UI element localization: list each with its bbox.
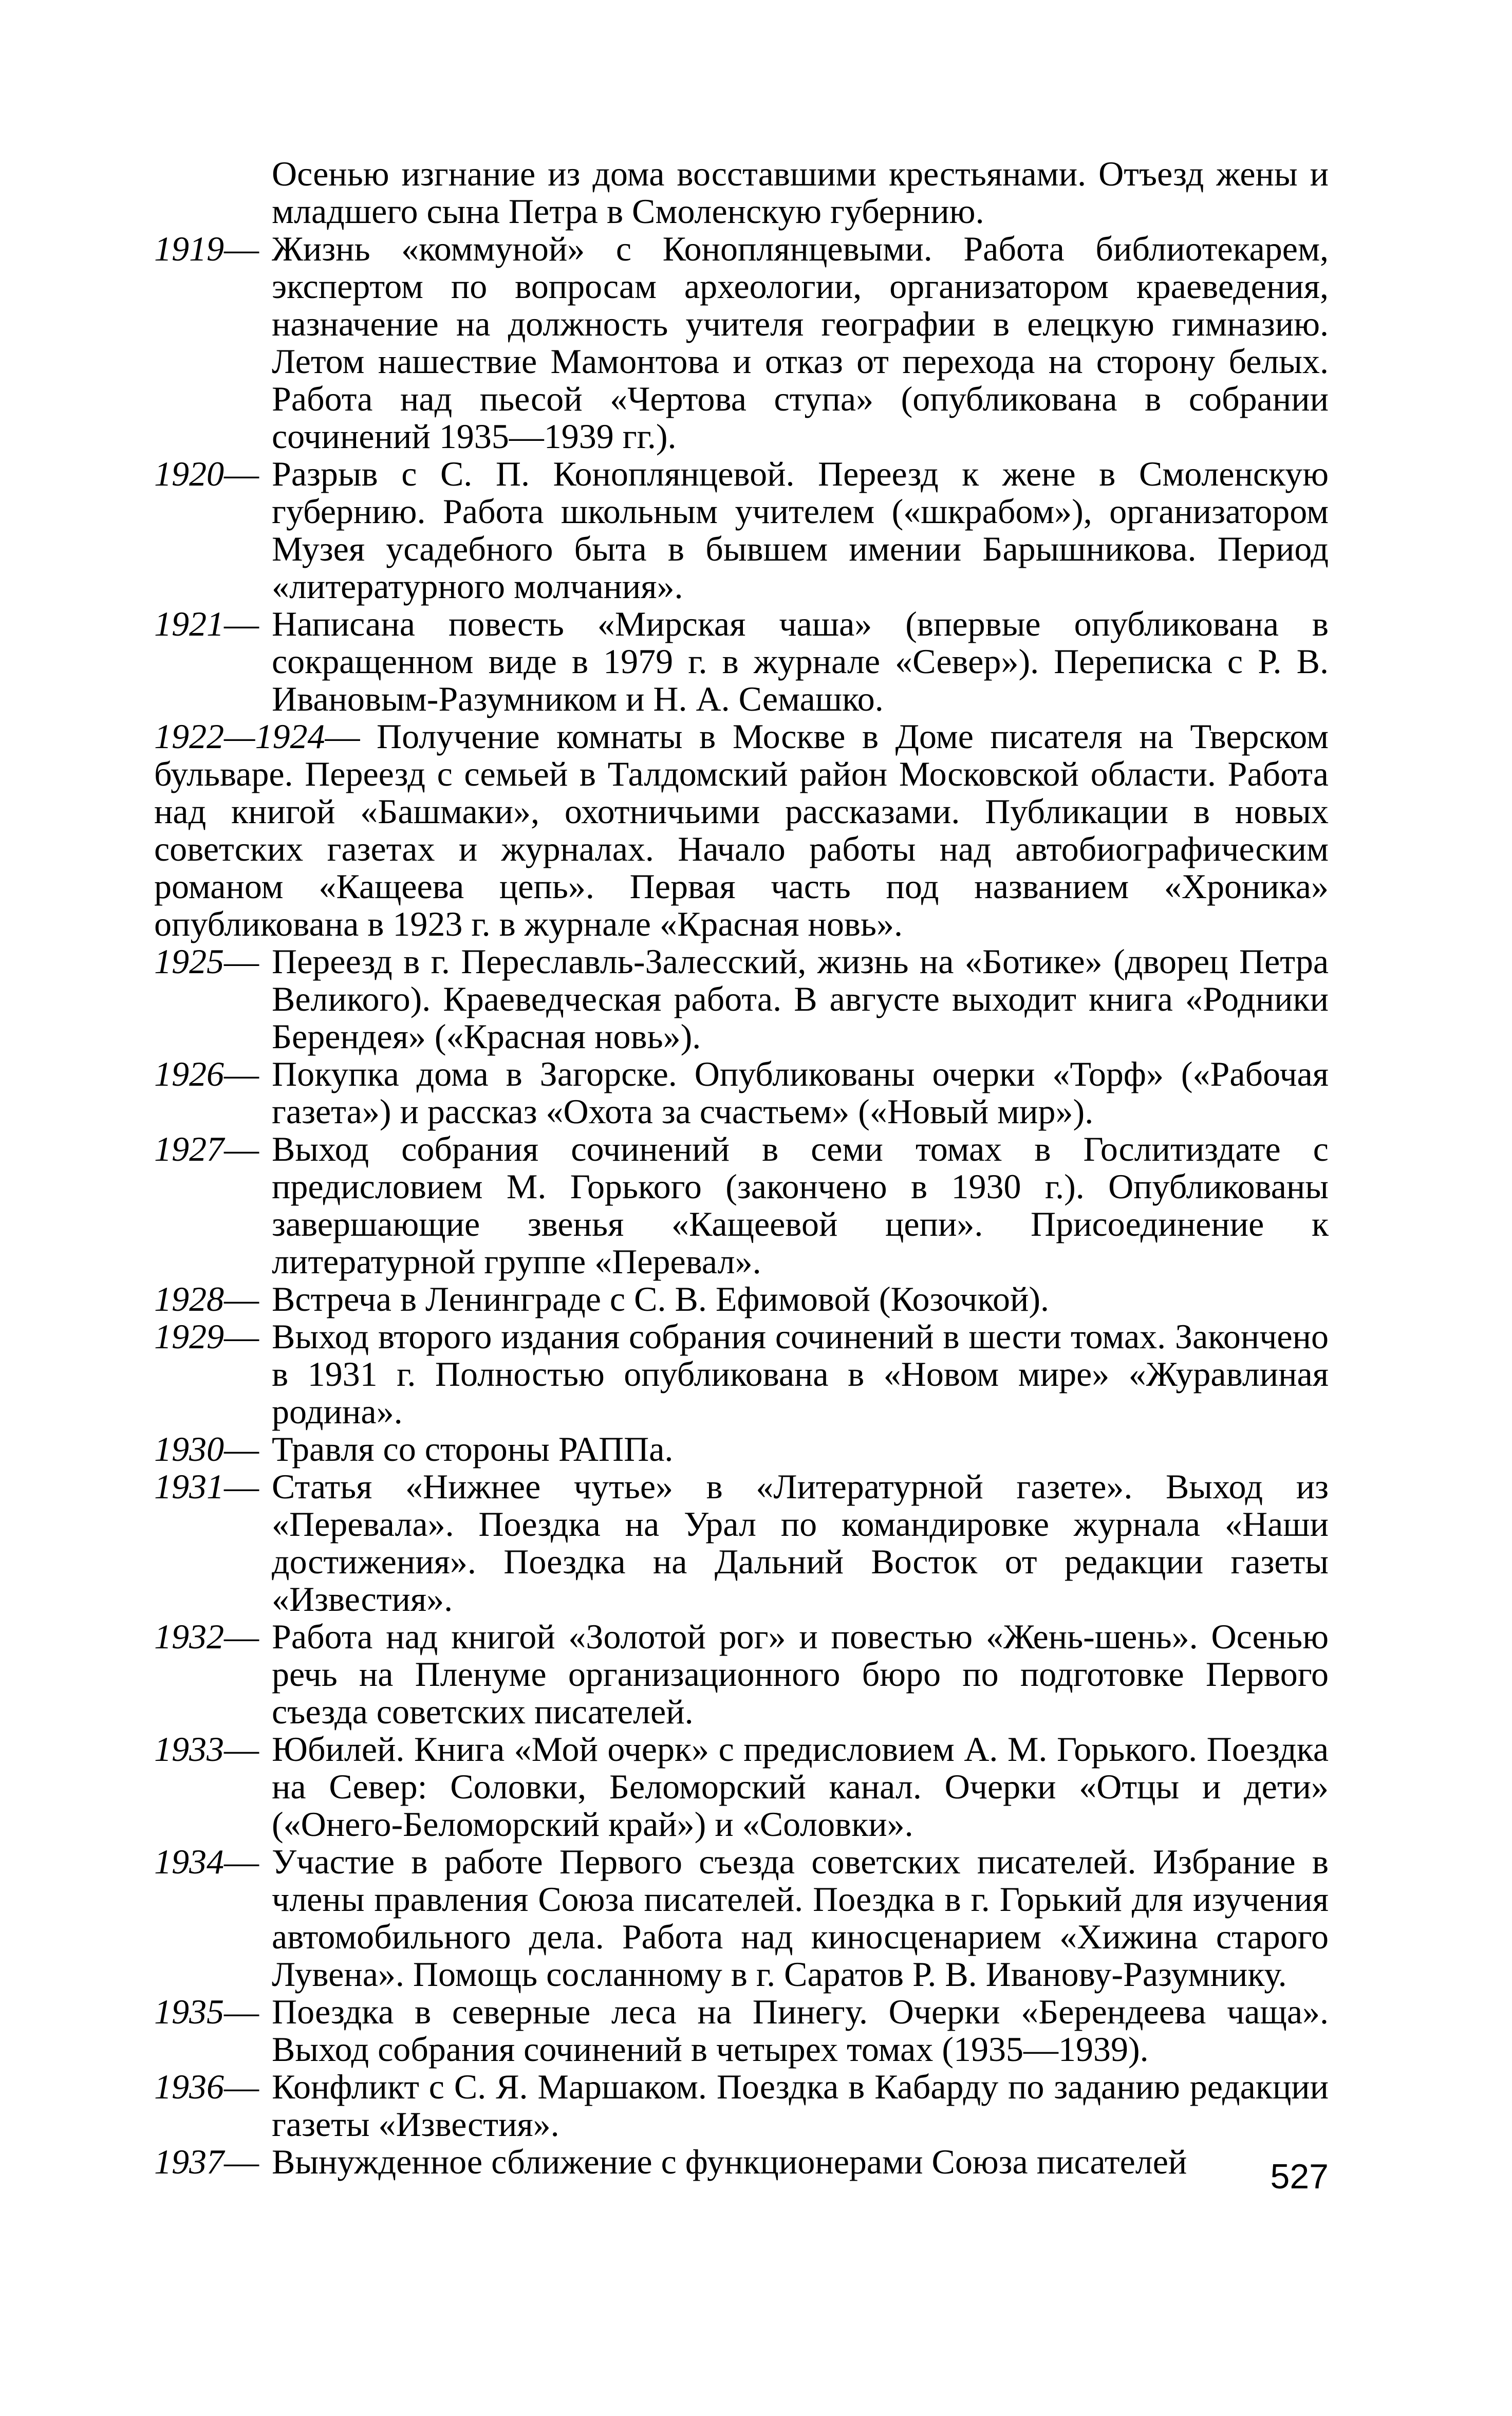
chronology-entry: [154, 605, 1329, 718]
entry-text: Юбилей. Книга «Мой очерк» с предисловием А. М. Горького. Поездка на Север: Соловки, Беломорский канал. Очерки «Отцы и дети» («Онего-Беломорский край») и «Соловки».: [272, 1730, 1329, 1844]
entry-text: Вынужденное сближение с функционерами Союза писателей: [272, 2142, 1187, 2181]
entry-year: [154, 230, 259, 268]
year-dash: —: [224, 454, 259, 493]
chronology-entry: [154, 718, 1329, 943]
year-label: 1925: [154, 942, 224, 981]
year-label: 1922—1924: [154, 717, 325, 756]
intro-paragraph: [154, 155, 1329, 230]
entry-year: [154, 1055, 259, 1093]
year-dash: —: [224, 604, 259, 643]
intro-text: Осенью изгнание из дома восставшими крестьянами. Отъезд жены и младшего сына Петра в Смоленскую губернию.: [272, 154, 1329, 231]
year-dash: —: [224, 1429, 259, 1469]
chronology-entry: [154, 1318, 1329, 1430]
entry-text: Конфликт с С. Я. Маршаком. Поездка в Кабарду по заданию редакции газеты «Известия».: [272, 2067, 1329, 2144]
entry-year: [154, 943, 259, 980]
year-label: 1932: [154, 1617, 224, 1656]
chronology-entry: [154, 1843, 1329, 1993]
entry-text: Работа над книгой «Золотой рог» и повестью «Жень-шень». Осенью речь на Пленуме организационного бюро по подготовке Первого съезда советских писателей.: [272, 1617, 1329, 1731]
year-dash: —: [325, 717, 360, 756]
chronology-entry: [154, 1618, 1329, 1731]
year-dash: —: [224, 2142, 259, 2181]
chronology-entry: [154, 1055, 1329, 1130]
year-dash: —: [224, 1279, 259, 1318]
chronology-entry: [154, 230, 1329, 455]
year-label: 1928: [154, 1279, 224, 1318]
year-dash: —: [224, 1317, 259, 1356]
entry-text: Разрыв с С. П. Коноплянцевой. Переезд к жене в Смоленскую губернию. Работа школьным учителем («шкрабом»), организатором Музея усадебного быта в бывшем имении Барышникова. Период «литературного молчания».: [272, 454, 1329, 606]
year-label: 1927: [154, 1129, 224, 1168]
entry-year: [154, 2068, 259, 2106]
entry-year: [154, 1130, 259, 1168]
year-dash: —: [224, 1054, 259, 1093]
year-label: 1930: [154, 1429, 224, 1469]
entry-year: [154, 1618, 259, 1656]
entry-year: [154, 1468, 259, 1506]
entry-year: [154, 455, 259, 493]
entry-year: [154, 1318, 259, 1355]
year-label: 1937: [154, 2142, 224, 2181]
year-label: 1919: [154, 229, 224, 268]
year-dash: —: [224, 1617, 259, 1656]
entry-year: [154, 1280, 259, 1318]
year-label: 1934: [154, 1842, 224, 1881]
year-dash: —: [224, 1992, 259, 2031]
entry-text: Статья «Нижнее чутье» в «Литературной газете». Выход из «Перевала». Поездка на Урал по командировке журнала «Наши достижения». Поездка на Дальний Восток от редакции газеты «Известия».: [272, 1467, 1329, 1619]
chronology-entry: [154, 1280, 1329, 1318]
chronology-entry: [154, 1430, 1329, 1468]
year-label: 1929: [154, 1317, 224, 1356]
year-dash: —: [224, 1129, 259, 1168]
year-label: 1926: [154, 1054, 224, 1093]
entry-year: [154, 2143, 259, 2181]
chronology-entries: [154, 230, 1329, 2181]
year-label: 1931: [154, 1467, 224, 1506]
year-label: 1921: [154, 604, 224, 643]
year-label: 1933: [154, 1730, 224, 1769]
chronology-entry: [154, 1130, 1329, 1280]
chronology-entry: [154, 1993, 1329, 2068]
year-label: 1936: [154, 2067, 224, 2106]
page-number: 527: [1270, 2157, 1329, 2196]
entry-text: Выход собрания сочинений в семи томах в Гослитиздате с предисловием М. Горького (закончено в 1930 г.). Опубликованы завершающие звенья «Кащеевой цепи». Присоединение к литературной группе «Перевал».: [272, 1129, 1329, 1281]
entry-year: [154, 1993, 259, 2031]
entry-text: Написана повесть «Мирская чаша» (впервые опубликована в сокращенном виде в 1979 г. в журнале «Север»). Переписка с Р. В. Ивановым-Разумником и Н. А. Семашко.: [272, 604, 1329, 718]
year-dash: —: [224, 1842, 259, 1881]
chronology-entry: [154, 455, 1329, 605]
entry-year: [154, 605, 259, 643]
chronology-text: [154, 155, 1329, 2181]
year-dash: —: [224, 2067, 259, 2106]
entry-year: [154, 1731, 259, 1768]
chronology-entry: [154, 943, 1329, 1055]
entry-year: [154, 717, 360, 756]
year-dash: —: [224, 229, 259, 268]
entry-text: Выход второго издания собрания сочинений в шести томах. Закончено в 1931 г. Полностью опубликована в «Новом мире» «Журавлиная родина».: [272, 1317, 1329, 1431]
year-dash: —: [224, 1467, 259, 1506]
entry-text: Жизнь «коммуной» с Коноплянцевыми. Работа библиотекарем, экспертом по вопросам археологии, организатором краеведения, назначение на должность учителя географии в елецкую гимназию. Летом нашествие Мамонтова и отказ от перехода на сторону белых. Работа над пьесой «Чертова ступа» (опубликована в собрании сочинений 1935—1939 гг.).: [272, 229, 1329, 456]
entry-text: Получение комнаты в Москве в Доме писателя на Тверском бульваре. Переезд с семьей в Талдомский район Московской области. Работа над книгой «Башмаки», охотничьими рассказами. Публикации в новых советских газетах и журналах. Начало работы над автобиографическим романом «Кащеева цепь». Первая часть под названием «Хроника» опубликована в 1923 г. в журнале «Красная новь».: [154, 717, 1329, 943]
entry-text: Переезд в г. Переславль-Залесский, жизнь на «Ботике» (дворец Петра Великого). Краеведческая работа. В августе выходит книга «Родники Берендея» («Красная новь»).: [272, 942, 1329, 1056]
year-dash: —: [224, 1730, 259, 1769]
chronology-entry: [154, 2143, 1329, 2181]
chronology-entry: [154, 1731, 1329, 1843]
entry-text: Травля со стороны РАППа.: [272, 1429, 674, 1469]
year-label: 1935: [154, 1992, 224, 2031]
entry-year: [154, 1430, 259, 1468]
chronology-entry: [154, 2068, 1329, 2143]
entry-year: [154, 1843, 259, 1881]
entry-text: Участие в работе Первого съезда советских писателей. Избрание в члены правления Союза писателей. Поездка в г. Горький для изучения автомобильного дела. Работа над киносценарием «Хижина старого Лувена». Помощь сосланному в г. Саратов Р. В. Иванову-Разумнику.: [272, 1842, 1329, 1994]
entry-text: Покупка дома в Загорске. Опубликованы очерки «Торф» («Рабочая газета») и рассказ «Охота за счастьем» («Новый мир»).: [272, 1054, 1329, 1131]
year-dash: —: [224, 942, 259, 981]
year-label: 1920: [154, 454, 224, 493]
entry-text: Встреча в Ленинграде с С. В. Ефимовой (Козочкой).: [272, 1279, 1049, 1318]
entry-text: Поездка в северные леса на Пинегу. Очерки «Берендеева чаща». Выход собрания сочинений в четырех томах (1935—1939).: [272, 1992, 1329, 2069]
chronology-entry: [154, 1468, 1329, 1618]
